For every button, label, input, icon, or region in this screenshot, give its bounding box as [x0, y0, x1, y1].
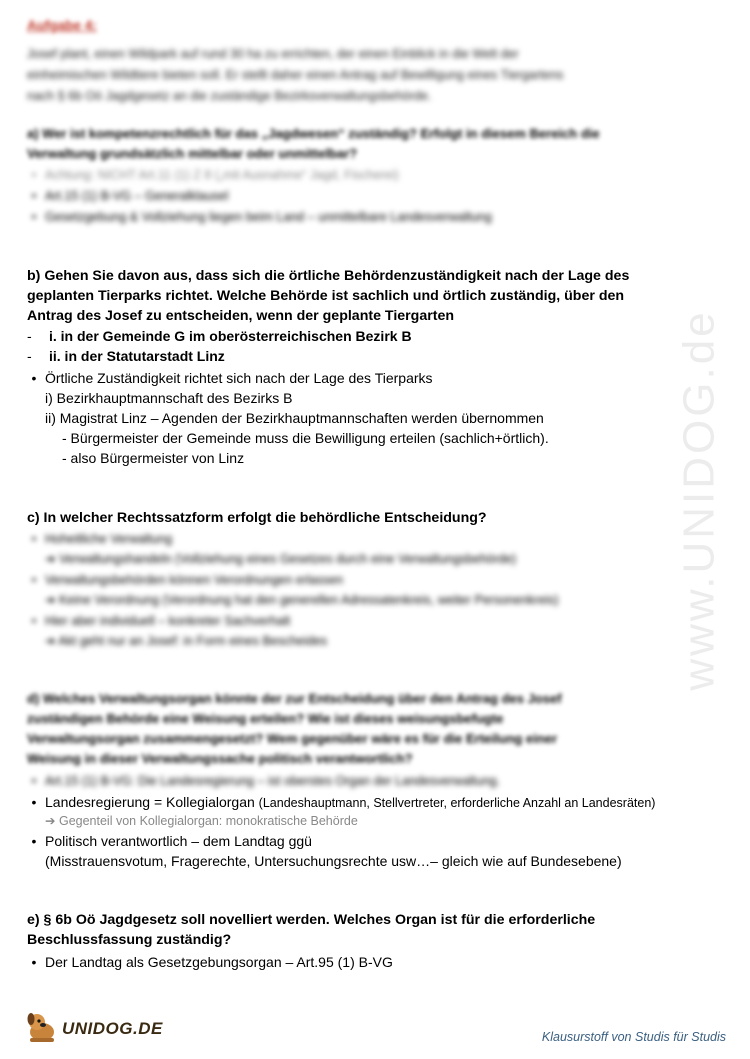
answer-b-sub-1: i) Bezirkhauptmannschaft des Bezirks B: [45, 390, 293, 406]
answer-b-sub-3: - Bürgermeister der Gemeinde muss die Bewilligung erteilen (sachlich+örtlich).: [62, 430, 549, 446]
question-a: a) Wer ist kompetenzrechtlich für das „Jagdwesen“ zuständig? Erfolgt in diesem Bereich die Verwaltung grundsätzlich mittelbar oder unmittelbar?: [27, 126, 600, 161]
task-title: Aufgabe 4:: [27, 18, 97, 33]
dog-icon: [24, 1010, 62, 1044]
answer-d-arrow-note: ➔ Gegenteil von Kollegialorgan: monokratische Behörde: [45, 814, 358, 828]
intro-line: einheimischen Wildtiere bieten soll. Er stellt daher einen Antrag auf Bewilligung eines Tiergartens: [27, 68, 564, 82]
document-page: www.UNIDOG.de Aufgabe 4: Josef plant, einen Wildpark auf rund 30 ha zu errichten, der einen Einblick in die Welt der einheimischen Wildtiere bieten soll. Er stellt daher einen Antrag auf Bewilligung eines Tiergartens nach § 6b Oö Jagdgesetz an die zuständige Bezirksverwaltungsbehörde. a) Wer ist kompetenzrechtlich für das „Jagdwesen“ zuständig? Erfolgt in diesem Bereich die Verwaltung grundsätzlich mittelbar oder unmittelbar? • Achtung: NICHT Art.11 (1) Z 8 („mit Ausnahme“ Jagd, Fischerei) • Art.15 (1) B-VG – Generalklausel • Gesetzgebung & Vollziehung liegen beim Land – unmittelbare Landesverwaltung b) Gehen Sie davon aus, dass sich die örtliche Behördenzuständigkeit nach der Lage des geplanten Tierparks richtet. Welche Behörde ist sachlich und örtlich zuständig, über den Antrag des Josef zu entscheiden, wenn der geplante Tiergarten - i. in der Gemeinde G im oberösterreichischen Bezirk B - ii. in der Statutarstadt Linz • Örtliche Zuständigkeit richtet sich nach der Lage des Tierparks i) Bezirkhauptmannschaft des Bezirks B ii) Magistrat Linz – Agenden der Bezirkhauptmannschaften werden übernommen - Bürgermeister der Gemeinde muss die Bewilligung erteilen (sachlich+örtlich). - also Bürgermeister von Linz c) In welcher Rechtssatzform erfolgt die behördliche Entscheidung? • Hoheitliche Verwaltung ➔ Verwaltungshandeln (Vollziehung eines Gesetzes durch eine Verwaltungsbehörde) • Verwaltungsbehörden können Verordnungen erlassen ➔ Keine Verordnung (Verordnung hat den generellen Adressatenkreis, weiter Personenkreis) • Hier aber individuell – konkreter Sachverhalt ➔ Akt geht nur an Josef: in Form eines Bescheides d) Welches Verwaltungsorgan könnte der zur Entscheidung über den Antrag des Josef zuständigen Behörde eine Weisung erteilen? Wie ist dieses weisungsbefugte Verwaltungsorgan zusammengesetzt? Wem gegenüber wäre es für die Erteilung einer Weisung in dieser Verwaltungssache politisch verantwortlich? • Art.15 (1) B-VG: Die Landesregierung – ist oberstes Organ der Landesverwaltung. • Landesregierung = Kollegialorgan (Landeshauptmann, Stellvertreter, erforderliche Anzahl an Landesräten) ➔ Gegenteil von Kollegialorgan: monokratische Behörde • Politisch verantwortlich – dem Landtag ggü (Misstrauensvotum, Fragerechte, Untersuchungsrechte usw…– gleich wie auf Bundesebene) e) § 6b Oö Jagdgesetz soll novelliert werden. Welches Organ ist für die erforderliche Beschlussfassung zuständig? • Der Landtag als Gesetzgebungsorgan – Art.95 (1) B-VG UNIDOG.DE Klausurstoff von Studis für Studis: [0, 0, 750, 1059]
question-d: d) Welches Verwaltungsorgan könnte der zur Entscheidung über den Antrag des Josef zuständigen Behörde eine Weisung erteilen? Wie ist dieses weisungsbefugte Verwaltungsorgan zusammengesetzt? Wem gegenüber wäre es für die Erteilung einer Weisung in dieser Verwaltungssache politisch verantwortlich?: [27, 691, 562, 766]
intro-line: Josef plant, einen Wildpark auf rund 30 ha zu errichten, der einen Einblick in die Welt der: [27, 47, 519, 61]
question-c: c) In welcher Rechtssatzform erfolgt die behördliche Entscheidung?: [27, 510, 487, 526]
answer-b-sub-4: - also Bürgermeister von Linz: [62, 450, 245, 466]
question-e: e) § 6b Oö Jagdgesetz soll novelliert werden. Welches Organ ist für die erforderliche Beschlussfassung zuständig?: [27, 912, 596, 948]
unidog-logo: [24, 1010, 164, 1044]
footer-tagline: Klausurstoff von Studis für Studis: [541, 1030, 726, 1044]
intro-line: nach § 6b Oö Jagdgesetz an die zuständige Bezirksverwaltungsbehörde.: [27, 89, 432, 103]
answer-c-arrow-3: ➔ Akt geht nur an Josef: in Form eines Bescheides: [45, 634, 328, 648]
answer-b-sub-2: ii) Magistrat Linz – Agenden der Bezirkhauptmannschaften werden übernommen: [45, 410, 544, 426]
question-b: b) Gehen Sie davon aus, dass sich die örtliche Behördenzuständigkeit nach der Lage des geplanten Tierparks richtet. Welche Behörde ist sachlich und örtlich zuständig, über den Antrag des Josef zu entscheiden, wenn der geplante Tiergarten: [27, 268, 630, 324]
logo-text: UNIDOG.DE: [62, 1019, 163, 1038]
watermark: www.UNIDOG.de: [675, 309, 725, 691]
answer-c-arrow-1: ➔ Verwaltungshandeln (Vollziehung eines Gesetzes durch eine Verwaltungsbehörde): [45, 552, 517, 566]
answer-d-bullet-2-cont: (Misstrauensvotum, Fragerechte, Untersuchungsrechte usw…– gleich wie auf Bundesebene): [45, 853, 622, 869]
task-intro: [27, 44, 717, 107]
answer-c-arrow-2: ➔ Keine Verordnung (Verordnung hat den generellen Adressatenkreis, weiter Personenkreis): [45, 593, 559, 607]
